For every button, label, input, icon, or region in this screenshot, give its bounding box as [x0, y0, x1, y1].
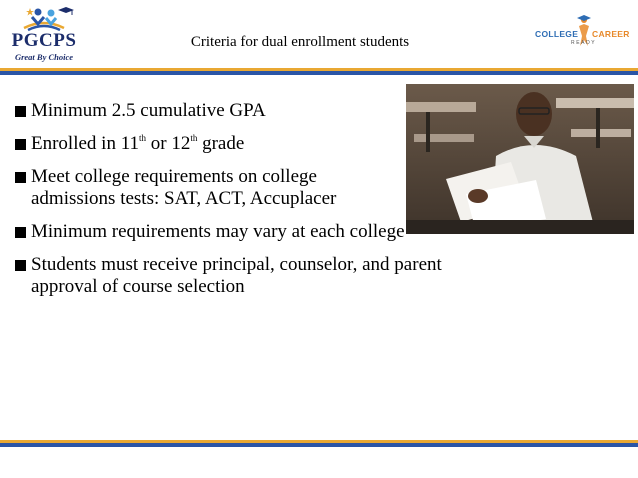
- square-bullet-icon: [15, 227, 26, 238]
- list-item: Students must receive principal, counselor, and parent approval of course selection: [15, 254, 575, 298]
- page-title: Criteria for dual enrollment students: [190, 34, 410, 50]
- list-item: Minimum 2.5 cumulative GPA: [15, 100, 575, 122]
- square-bullet-icon: [15, 139, 26, 150]
- ccr-ready-text: READY: [571, 40, 597, 46]
- square-bullet-icon: [15, 106, 26, 117]
- header-divider: [0, 68, 638, 75]
- pgcps-logo-text: PGCPS: [11, 30, 77, 51]
- college-career-ready-logo: [535, 14, 631, 54]
- student-reading-photo: [406, 84, 634, 234]
- list-item: Meet college requirements on college admissions tests: SAT, ACT, Accuplacer: [15, 166, 575, 210]
- footer-divider: [0, 440, 638, 447]
- square-bullet-icon: [15, 172, 26, 183]
- list-item: Enrolled in 11th or 12th grade: [15, 133, 575, 155]
- square-bullet-icon: [15, 260, 26, 271]
- list-item: Minimum requirements may vary at each college: [15, 221, 575, 243]
- ccr-college-text: COLLEGE: [535, 29, 579, 39]
- slide-header: [0, 0, 638, 70]
- ccr-career-text: CAREER: [592, 29, 630, 39]
- pgcps-logo: [8, 4, 80, 66]
- pgcps-tagline: Great By Choice: [14, 52, 74, 62]
